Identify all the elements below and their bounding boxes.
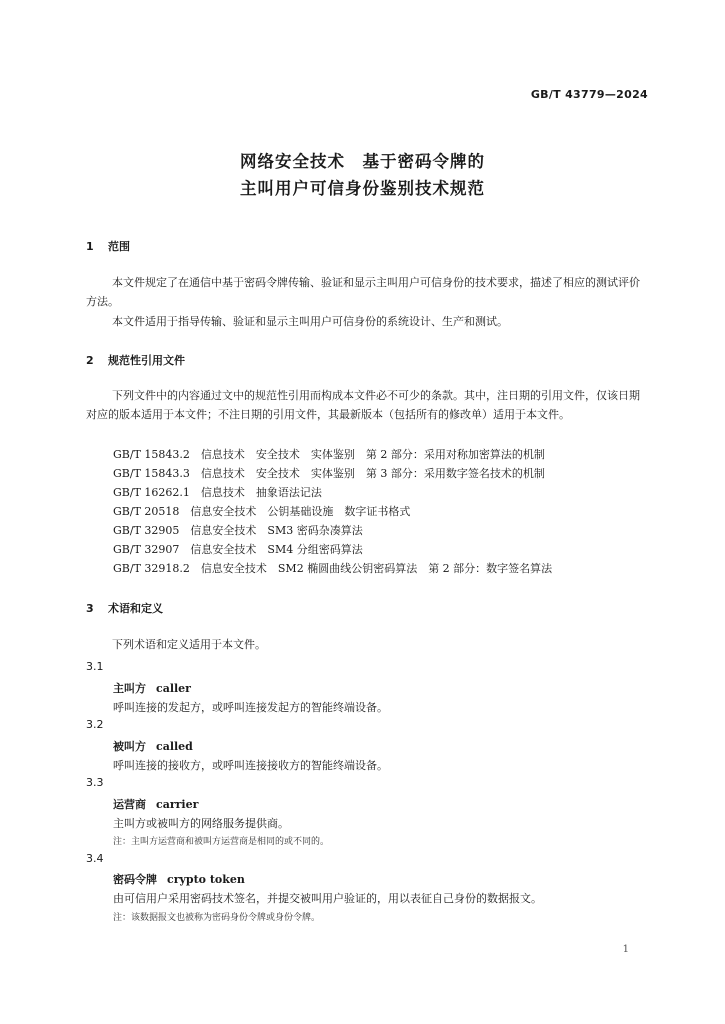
- term-english: called: [156, 740, 193, 753]
- term-entry: [113, 680, 191, 696]
- reference-item: GB/T 32905 信息安全技术 SM3 密码杂凑算法: [113, 524, 363, 537]
- standard-code: GB/T 43779—2024: [530, 88, 648, 101]
- term-chinese: 主叫方: [113, 682, 146, 695]
- section-title: 规范性引用文件: [108, 354, 185, 367]
- reference-item: GB/T 15843.2 信息技术 安全技术 实体鉴别 第 2 部分：采用对称加密算法的机制: [113, 448, 545, 461]
- term-english: caller: [156, 682, 191, 695]
- term-note: 注：主叫方运营商和被叫方运营商是相同的或不同的。: [113, 837, 330, 847]
- term-english: carrier: [156, 798, 199, 811]
- term-entry: [113, 738, 193, 754]
- document-title-line1: 网络安全技术 基于密码令牌的: [240, 152, 485, 171]
- section-heading-scope: [86, 238, 130, 254]
- term-definition: 由可信用户采用密码技术签名，并提交被叫用户验证的，用以表征自己身份的数据报文。: [113, 892, 542, 905]
- document-title-line2: 主叫用户可信身份鉴别技术规范: [240, 179, 485, 198]
- clause-number: 3.1: [86, 660, 104, 673]
- term-chinese: 密码令牌: [113, 873, 157, 886]
- section-number: 1: [86, 240, 94, 253]
- clause-number: 3.4: [86, 852, 104, 865]
- term-definition: 主叫方或被叫方的网络服务提供商。: [113, 817, 289, 830]
- reference-item: GB/T 15843.3 信息技术 安全技术 实体鉴别 第 3 部分：采用数字签名技术的机制: [113, 467, 545, 480]
- section-title: 范围: [108, 240, 130, 253]
- references-intro-paragraph: 下列文件中的内容通过文中的规范性引用而构成本文件必不可少的条款。其中，注日期的引用文件，仅该日期对应的版本适用于本文件；不注日期的引用文件，其最新版本（包括所有的修改单）适用于本文件。: [86, 389, 640, 421]
- section-number: 2: [86, 354, 94, 367]
- section-heading-terms: [86, 600, 163, 616]
- reference-item: GB/T 20518 信息安全技术 公钥基础设施 数字证书格式: [113, 505, 411, 518]
- section-title: 术语和定义: [108, 602, 163, 615]
- term-entry: [113, 871, 245, 887]
- term-definition: 呼叫连接的接收方，或呼叫连接接收方的智能终端设备。: [113, 759, 388, 772]
- term-chinese: 被叫方: [113, 740, 146, 753]
- reference-item: GB/T 32907 信息安全技术 SM4 分组密码算法: [113, 543, 363, 556]
- term-note: 注：该数据报文也被称为密码身份令牌或身份令牌。: [113, 913, 321, 923]
- term-english: crypto token: [167, 873, 245, 886]
- section-heading-normative-references: [86, 352, 185, 368]
- reference-item: GB/T 16262.1 信息技术 抽象语法记法: [113, 486, 322, 499]
- page-number: 1: [622, 944, 629, 955]
- scope-paragraph-1: 本文件规定了在通信中基于密码令牌传输、验证和显示主叫用户可信身份的技术要求，描述了相应的测试评价方法。: [86, 276, 640, 308]
- terms-intro-paragraph: 下列术语和定义适用于本文件。: [112, 638, 266, 651]
- term-definition: 呼叫连接的发起方，或呼叫连接发起方的智能终端设备。: [113, 701, 388, 714]
- clause-number: 3.2: [86, 718, 104, 731]
- section-number: 3: [86, 602, 94, 615]
- clause-number: 3.3: [86, 776, 104, 789]
- term-chinese: 运营商: [113, 798, 146, 811]
- reference-item: GB/T 32918.2 信息安全技术 SM2 椭圆曲线公钥密码算法 第 2 部分：数字签名算法: [113, 562, 553, 575]
- scope-paragraph-2: 本文件适用于指导传输、验证和显示主叫用户可信身份的系统设计、生产和测试。: [112, 315, 508, 328]
- term-entry: [113, 796, 198, 812]
